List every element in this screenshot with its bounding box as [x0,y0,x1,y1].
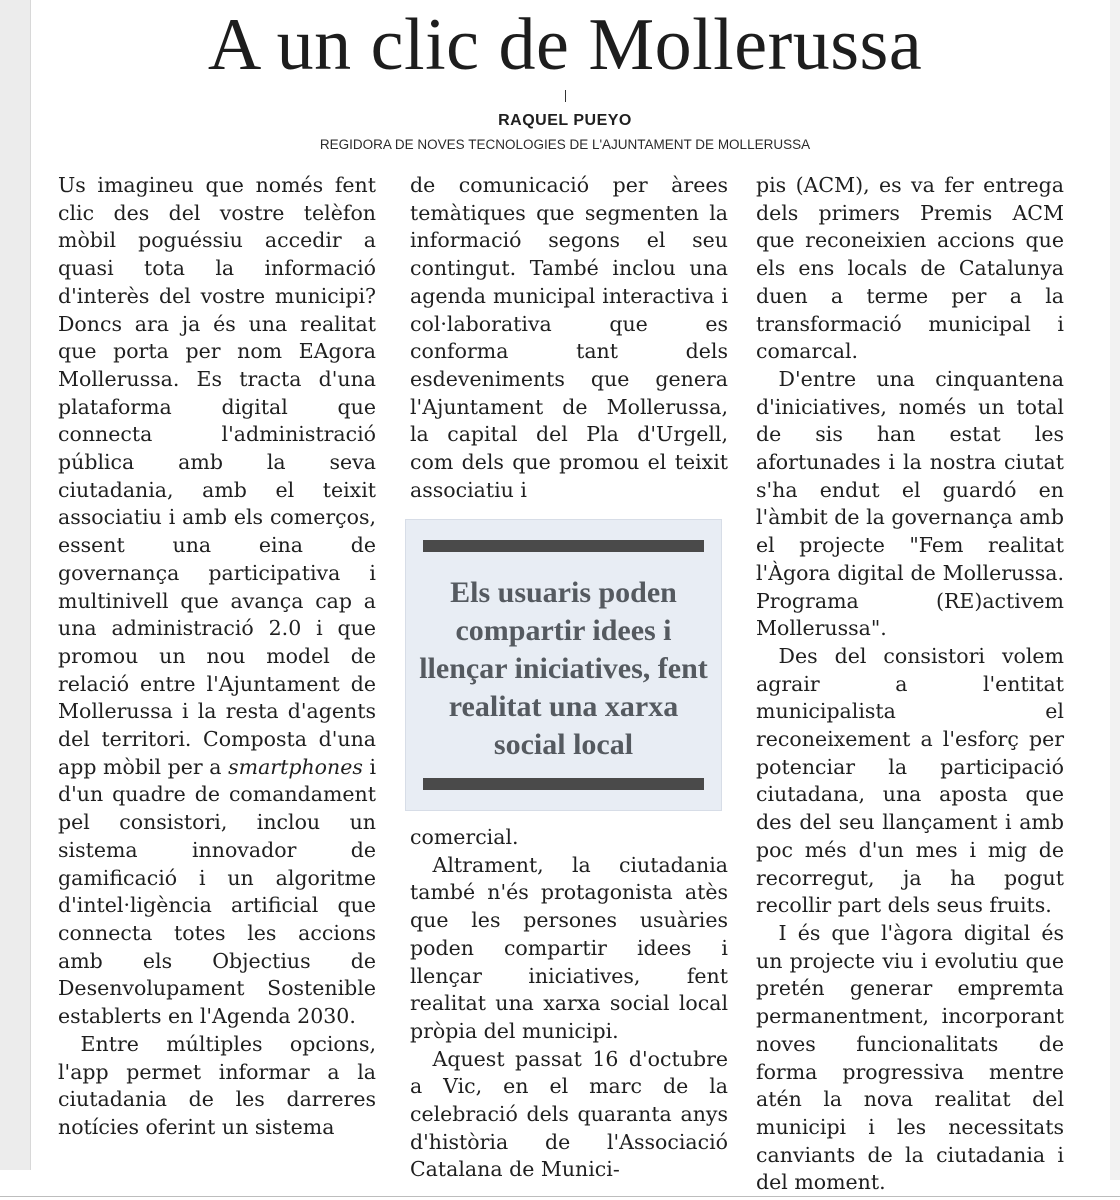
column-2-top [410,172,728,504]
text-run: Us imagineu que només fent clic des del vostre telèfon mòbil poguéssiu accedir a quasi tota la informació d'interès del vostre municipi? Doncs ara ja és una realitat que porta per nom EAgora Mollerussa. Es tracta d'una plataforma digital que connecta l'administració pública amb la seva ciutadania, amb el teixit associatiu i amb els comerços, essent una eina de governança participativa i multinivell que avança cap a una administració 2.0 i que promou un nou model de relació entre l'Ajuntament de Mollerussa i la resta d'agents del territori. Composta d'una app mòbil per a [58,173,376,779]
page-bottom-rule [0,1196,1120,1197]
column-2-bottom [410,824,728,1184]
pull-quote-bar-bottom [423,778,704,790]
headline: A un clic de Mollerussa [207,4,923,86]
pull-quote-bar-top [423,540,704,552]
author-name: RAQUEL PUEYO [498,112,632,129]
column-3 [756,172,1064,1197]
column-1 [58,172,376,1142]
adjacent-page-margin [0,0,31,1170]
author-role: REGIDORA DE NOVES TECNOLOGIES DE L'AJUNTAMENT DE MOLLERUSSA [319,137,811,152]
pull-quote-text: Els usuaris poden compartir idees i llençar iniciatives, fent realitat una xarxa social local [419,576,708,761]
paragraph: pis (ACM), es va fer entrega dels primers Premis ACM que reconeixien accions que els ens locals de Catalunya duen a terme per a la transformació municipal i comarcal. [756,173,1064,364]
paragraph: Aquest passat 16 d'octubre a Vic, en el marc de la celebració dels quaranta anys d'història de l'Associació Catalana de Munici- [410,1046,728,1182]
paragraph: D'entre una cinquantena d'iniciatives, només un total de sis han estat les afortunades i la nostra ciutat s'ha endut el guardó en l'àmbit de la governança amb el projecte "Fem realitat l'Àgora digital de Mollerussa. Programa (RE)activem Mollerussa". [756,366,1064,641]
paragraph: I és que l'àgora digital és un projecte viu i evolutiu que pretén generar empremta permanentment, incorporant noves funcionalitats de forma progressiva mentre atén la nova realitat del municipi i les necessitats canviants de la ciutadania i del moment. [756,920,1064,1195]
paragraph [58,172,376,1031]
paragraph: de comunicació per àrees temàtiques que segmenten la informació segons el seu contingut. També inclou una agenda municipal interactiva i col·laborativa que es conforma tant dels esdeveniments que genera l'Ajuntament de Mollerussa, la capital del Pla d'Urgell, com dels que promou el teixit associatiu i [410,173,728,502]
text-run: i d'un quadre de comandament pel consistori, inclou un sistema innovador de gamificació i un algoritme d'intel·ligència artificial que connecta totes les accions amb els Objectius de Desenvolupament Sostenible establerts en l'Agenda 2030. [58,754,377,1029]
paragraph: Entre múltiples opcions, l'app permet informar a la ciutadania de les darreres notícies oferint un sistema [58,1031,376,1139]
pull-quote-box [405,519,722,811]
byline-divider [565,90,566,102]
paragraph: Altrament, la ciutadania també n'és protagonista atès que les persones usuàries poden compartir idees i llençar iniciatives, fent realitat una xarxa social local pròpia del municipi. [410,852,728,1043]
page-edge [1110,0,1120,1180]
paragraph: Des del consistori volem agrair a l'entitat municipalista el reconeixement a l'esforç per potenciar la participació ciutadana, una aposta que des del seu llançament i amb poc més d'un mes i mig de recorregut, ja ha pogut recollir part dels seus fruits. [756,643,1064,918]
paragraph: comercial. [410,825,519,849]
italic-term: smartphones [228,754,363,779]
